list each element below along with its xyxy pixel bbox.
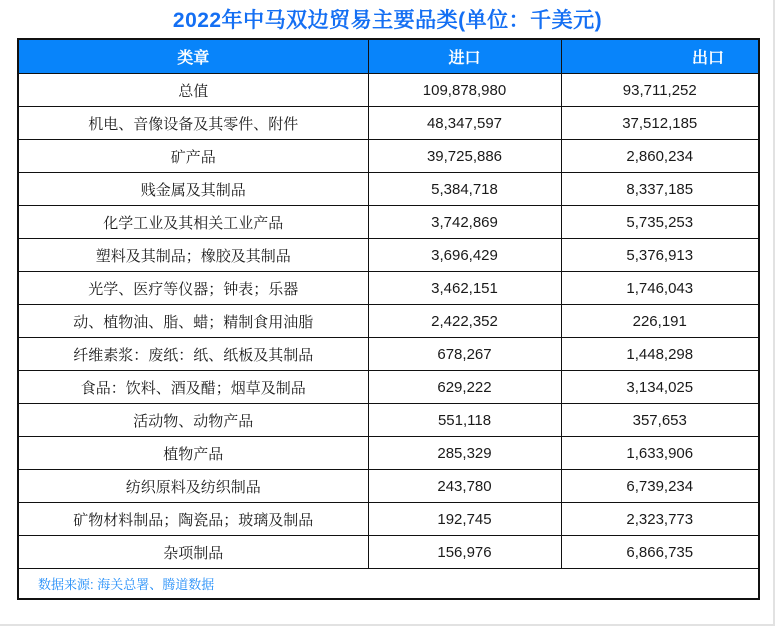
cell-category: 矿产品 xyxy=(18,140,368,173)
cell-import: 243,780 xyxy=(368,470,561,503)
cell-category: 纤维素浆：废纸：纸、纸板及其制品 xyxy=(18,338,368,371)
cell-category: 杂项制品 xyxy=(18,536,368,569)
page-title: 2022年中马双边贸易主要品类(单位：千美元) xyxy=(172,9,603,32)
cell-import: 551,118 xyxy=(368,404,561,437)
cell-category: 塑料及其制品；橡胶及其制品 xyxy=(18,239,368,272)
cell-category: 植物产品 xyxy=(18,437,368,470)
cell-import: 156,976 xyxy=(368,536,561,569)
cell-export: 3,134,025 xyxy=(561,371,759,404)
cell-export: 8,337,185 xyxy=(561,173,759,206)
table-row xyxy=(18,272,759,305)
cell-export: 1,633,906 xyxy=(561,437,759,470)
table-row xyxy=(18,107,759,140)
cell-category: 光学、医疗等仪器；钟表；乐器 xyxy=(18,272,368,305)
cell-export: 2,323,773 xyxy=(561,503,759,536)
cell-import: 285,329 xyxy=(368,437,561,470)
table-row xyxy=(18,371,759,404)
header-export: 出口 xyxy=(561,39,759,74)
source-row xyxy=(18,569,759,600)
cell-category: 机电、音像设备及其零件、附件 xyxy=(18,107,368,140)
cell-category: 化学工业及其相关工业产品 xyxy=(18,206,368,239)
cell-export: 6,739,234 xyxy=(561,470,759,503)
table-row xyxy=(18,338,759,371)
cell-import: 678,267 xyxy=(368,338,561,371)
cell-export: 1,448,298 xyxy=(561,338,759,371)
cell-import: 109,878,980 xyxy=(368,74,561,107)
table-row xyxy=(18,437,759,470)
table-row xyxy=(18,503,759,536)
cell-export: 5,376,913 xyxy=(561,239,759,272)
table-row xyxy=(18,305,759,338)
cell-export: 37,512,185 xyxy=(561,107,759,140)
table-row xyxy=(18,536,759,569)
cell-import: 2,422,352 xyxy=(368,305,561,338)
table-row xyxy=(18,404,759,437)
cell-import: 192,745 xyxy=(368,503,561,536)
table-row xyxy=(18,173,759,206)
cell-export: 357,653 xyxy=(561,404,759,437)
cell-category: 总值 xyxy=(18,74,368,107)
cell-export: 6,866,735 xyxy=(561,536,759,569)
cell-import: 39,725,886 xyxy=(368,140,561,173)
table-row xyxy=(18,470,759,503)
data-source: 数据来源: 海关总署、腾道数据 xyxy=(18,569,759,600)
cell-export: 93,711,252 xyxy=(561,74,759,107)
cell-import: 3,696,429 xyxy=(368,239,561,272)
cell-category: 活动物、动物产品 xyxy=(18,404,368,437)
cell-category: 贱金属及其制品 xyxy=(18,173,368,206)
cell-category: 食品：饮料、酒及醋；烟草及制品 xyxy=(18,371,368,404)
cell-category: 动、植物油、脂、蜡；精制食用油脂 xyxy=(18,305,368,338)
cell-export: 5,735,253 xyxy=(561,206,759,239)
cell-import: 48,347,597 xyxy=(368,107,561,140)
cell-import: 3,462,151 xyxy=(368,272,561,305)
header-row xyxy=(18,39,759,74)
table-row xyxy=(18,239,759,272)
cell-import: 3,742,869 xyxy=(368,206,561,239)
header-import: 进口 xyxy=(368,39,561,74)
cell-category: 矿物材料制品；陶瓷品；玻璃及制品 xyxy=(18,503,368,536)
cell-export: 1,746,043 xyxy=(561,272,759,305)
table-row xyxy=(18,206,759,239)
cell-import: 5,384,718 xyxy=(368,173,561,206)
cell-category: 纺织原料及纺织制品 xyxy=(18,470,368,503)
cell-export: 226,191 xyxy=(561,305,759,338)
header-category: 类章 xyxy=(18,39,368,74)
table-row xyxy=(18,74,759,107)
trade-table xyxy=(17,38,760,600)
cell-import: 629,222 xyxy=(368,371,561,404)
cell-export: 2,860,234 xyxy=(561,140,759,173)
table-row xyxy=(18,140,759,173)
